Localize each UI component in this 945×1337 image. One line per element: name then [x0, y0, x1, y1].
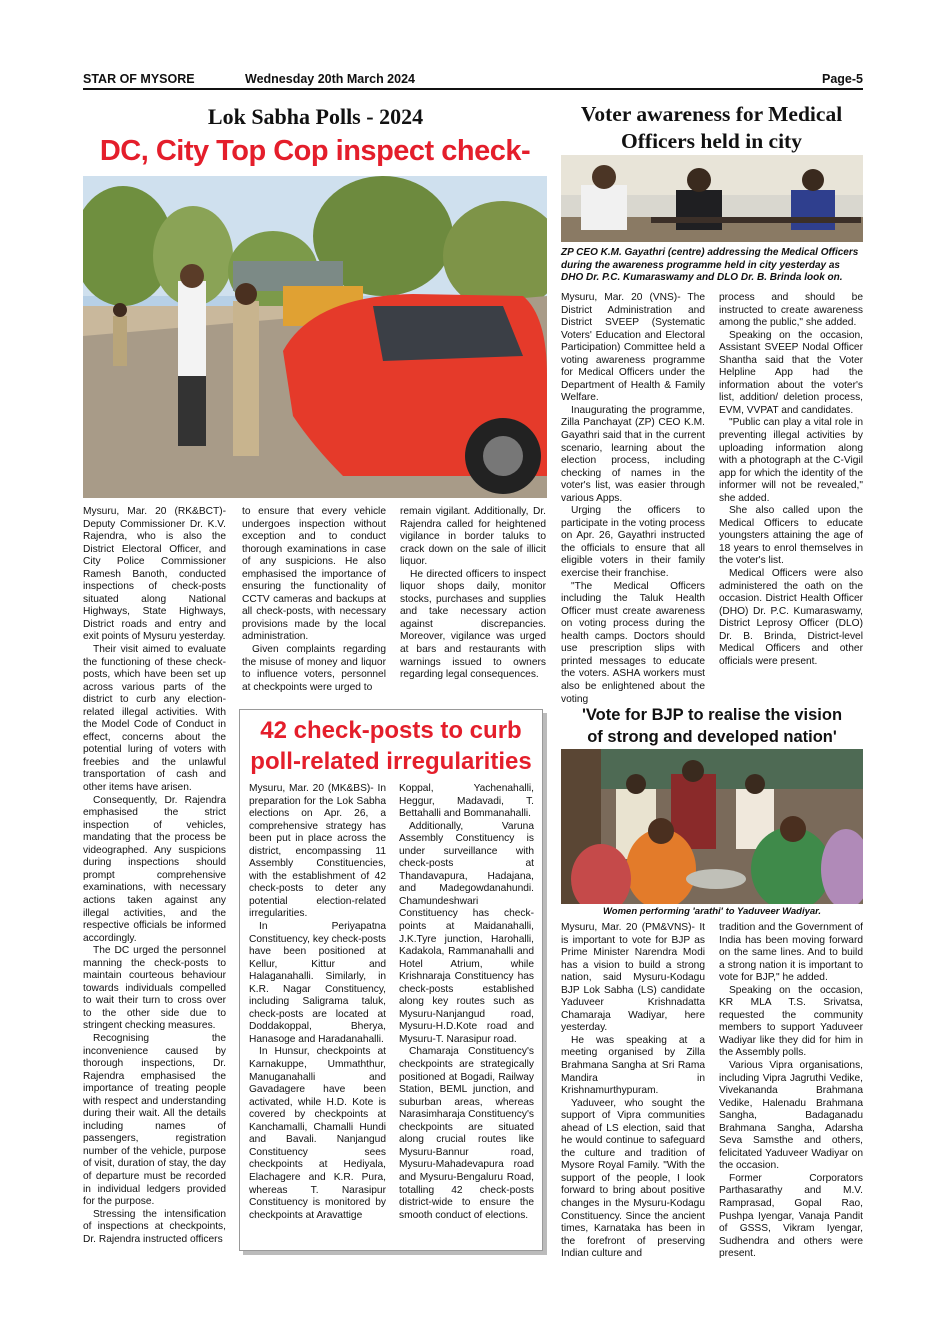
- paragraph: The DC urged the personnel manning the check-posts to maintain courteous behaviour towards individuals compelled to wait their turn to cross over to the other side due to stringent checking measures.: [83, 945, 226, 1032]
- page-number: Page-5: [822, 72, 863, 86]
- box-column-1: [249, 783, 386, 1222]
- paragraph: Mysuru, Mar. 20 (MK&BS)- In preparation for the Lok Sabha elections on Apr. 26, a comprehensive strategy has been put in place across the district, encompassing 11 Assembly Constituencies, with the establishment of 42 check-posts to deter any potential election-related irregularities.: [249, 783, 386, 920]
- paragraph: Koppal, Yachenahalli, Heggur, Madavadi, T. Bettahalli and Bommanahalli.: [399, 783, 534, 820]
- right-headline: [560, 101, 863, 155]
- left-story-column-3: [400, 506, 546, 682]
- right-headline-line-1: Voter awareness for Medical: [580, 102, 843, 126]
- paragraph: "The Medical Officers including the Taluk Health Officer must create awareness on voting process during the health camps. Doctors should use prescription slips with printed messages to educate the voters. ASHA workers must also be enlightened about the voting: [561, 580, 705, 705]
- paragraph: process and should be instructed to create awareness among the public," she added.: [719, 292, 863, 329]
- paragraph: He was speaking at a meeting organised by Zilla Brahmana Sangha at Sri Rama Mandira in Krishnamurthypuram.: [561, 1034, 705, 1097]
- paragraph: Mysuru, Mar. 20 (PM&VNS)- It is important to vote for BJP as Prime Minister Narendra Modi has a vision to build a strong nation, said Mysuru-Kodagu BJP Lok Sabha (LS) candidate Yaduveer Krishnadatta Chamaraja Wadiyar, here yesterday.: [561, 922, 705, 1034]
- issue-date: Wednesday 20th March 2024: [245, 72, 415, 86]
- paragraph: remain vigilant. Additionally, Dr. Rajendra called for heightened vigilance in border taluks to crack down on the sale of illicit liquor.: [400, 506, 546, 568]
- paragraph: Medical Officers were also administered the oath on the occasion. District Health Officer (DHO) Dr. P.C. Kumaraswamy, District Leprosy Officer (DLO) Dr. B. Brinda, District-level Medical Officers and other officials were present.: [719, 568, 863, 667]
- left-kicker: Lok Sabha Polls - 2024: [207, 104, 424, 129]
- paragraph: Mysuru, Mar. 20 (VNS)- The District Administration and District SVEEP (Systematic Voters' Education and Electoral Participation) Committee held a voting awareness programme for Medical Officers under the Department of Health & Family Welfare.: [561, 292, 705, 404]
- page-header: [83, 72, 863, 88]
- paragraph: Speaking on the occasion, KR MLA T.S. Srivatsa, requested the community members to support Yaduveer Wadiyar like they did for him in the Assembly polls.: [719, 984, 863, 1059]
- paragraph: Mysuru, Mar. 20 (RK&BCT)- Deputy Commissioner Dr. K.V. Rajendra, who is also the District Electoral Officer, and City Police Commissioner Ramesh Banoth, conducted inspections of check-posts situated along National Highways, State Highways, District roads and entry and exit points of Mysuru yesterday.: [83, 506, 226, 643]
- right-story-column-1: [561, 292, 705, 706]
- bjp-headline-line-1: 'Vote for BJP to realise the vision: [581, 706, 843, 724]
- right-headline-line-2: Officers held in city: [621, 129, 802, 153]
- checkpost-inspection-photo: [83, 176, 547, 498]
- paragraph: Stressing the intensification of inspections at checkpoints, Dr. Rajendra instructed officers: [83, 1208, 226, 1245]
- left-story-column-1: [83, 506, 226, 1246]
- paragraph: In Hunsur, checkpoints at Karnakuppe, Ummaththur, Manuganahalli and Gavadagere have been activated, while H.D. Kote is covered by checkpoints at Kanchamalli, Chamalli Hundi and Bavali. Nanjangud Constituency sees checkpoints at Hediyala, Elachagere and K.R. Pura, whereas T. Narasipur Constituency is monitored by checkpoints at Aravattige: [249, 1046, 386, 1221]
- paragraph: Yaduveer, who sought the support of Vipra communities ahead of LS election, said that he would continue to safeguard the culture and tradition of Mysore Royal Family. "With the support of the people, I look forward to bring about positive changes in the Mysuru-Kodagu Constituency. Since the ancient times, Karnataka has been in the forefront of preserving Indian culture and: [561, 1097, 705, 1260]
- paragraph: In Periyapatna Constituency, key check-posts have been positioned at Kellur, Kittur and Halaganahalli. Similarly, in K.R. Nagar Constituency, including Saligrama taluk, check-posts are located at Doddakoppal, Bherya, Hanasoge and Haradanahalli.: [249, 921, 386, 1045]
- paragraph: to ensure that every vehicle undergoes inspection without exception and to conduct thorough examinations in case of any suspicions. He also emphasised the importance of ensuring the functionality of CCTV cameras and backups at all check-posts, with necessary provisions made by the local administration.: [242, 506, 386, 643]
- paragraph: Given complaints regarding the misuse of money and liquor to influence voters, personnel at checkpoints were urged to: [242, 644, 386, 693]
- paragraph: Various Vipra organisations, including Vipra Jagruthi Vedike, Vivekananda Brahmana Vedike, Halenadu Brahmana Sangha, Badaganadu Brahmana Sangha, Adarsha Seva Samsthe and others, felicitated Yaduveer Wadiyar on the occasion.: [719, 1060, 863, 1172]
- publication-name: STAR OF MYSORE: [83, 72, 195, 86]
- arathi-photo-caption: Women performing 'arathi' to Yaduveer Wadiyar.: [603, 906, 821, 917]
- medical-photo-caption: ZP CEO K.M. Gayathri (centre) addressing the Medical Officers during the awareness programme held in city yesterday as DHO Dr. P.C. Kumaraswamy and DLO Dr. B. Brinda look on.: [561, 247, 859, 283]
- paragraph: He directed officers to inspect liquor shops daily, monitor stocks, purchases and supplies and take necessary action against discrepancies. Moreover, vigilance was urged at bars and restaurants with warnings issued to owners regarding legal consequences.: [400, 568, 546, 681]
- bjp-headline-line-2: of strong and developed nation': [587, 728, 837, 746]
- paragraph: "Public can play a vital role in preventing illegal activities by uploading information along with a photograph at the C-Vigil app for which the identity of the informer will not be revealed," she added.: [719, 417, 863, 504]
- header-rule: [83, 88, 863, 90]
- paragraph: Consequently, Dr. Rajendra emphasised the strict inspection of vehicles, mandating that the process be videographed. Any suspicions during inspections should prompt comprehensive examinations, with necessary actions taken against any illegal activities, and the respective officials be informed accordingly.: [83, 794, 226, 944]
- paragraph: She also called upon the Medical Officers to educate youngsters attaining the age of 18 years to enrol themselves in the voter's list.: [719, 505, 863, 567]
- paragraph: Recognising the inconvenience caused by thorough inspections, Dr. Rajendra emphasised the importance of treating people with respect and understanding during their wait. All the details including names of passengers, registration number of the vehicle, purpose of visit, duration of stay, the day of departure must be recorded in individual ledgers provided for the purpose.: [83, 1032, 226, 1208]
- paragraph: Speaking on the occasion, Assistant SVEEP Nodal Officer Shantha said that the Voter Helpline App had the information about the voter's list, addition/ deletion process, EVM, VVPAT and candidates.: [719, 329, 863, 416]
- bjp-story-column-1: [561, 922, 705, 1261]
- box-column-2: [399, 783, 534, 1222]
- box-title-line-2: poll-related irregularities: [250, 748, 532, 775]
- paragraph: Their visit aimed to evaluate the functioning of these check-posts, which have been set up across various parts of the district to curb any election-related illegal activities. With the Model Code of Conduct in effect, concerns about the potential luring of voters with freebies and the unlawful transportation of cash and other items have arisen.: [83, 644, 226, 794]
- left-headline: DC, City Top Cop inspect check-: [99, 135, 531, 167]
- arathi-photo: [561, 749, 863, 904]
- left-story-column-2: [242, 506, 386, 694]
- paragraph: Urging the officers to participate in the voting process on Apr. 26, Gayathri instructed the officials to ensure that all eligible voters in their family exercise their franchise.: [561, 505, 705, 580]
- medical-officers-photo: [561, 155, 863, 242]
- bjp-story-column-2: [719, 922, 863, 1261]
- box-title-line-1: 42 check-posts to curb: [260, 717, 522, 744]
- right-story-column-2: [719, 292, 863, 668]
- paragraph: Former Corporators Parthasarathy and M.V. Ramprasad, Gopal Rao, Pushpa Iyengar, Vanaja Pandit of GSSS, Vikram Iyengar, Sudhendra and others were present.: [719, 1172, 863, 1260]
- paragraph: Inaugurating the programme, Zilla Panchayat (ZP) CEO K.M. Gayathri said that in the current scenario, learning about the election process, including checking of names in the voter's list, was easier through various Apps.: [561, 404, 705, 504]
- paragraph: tradition and the Government of India has been moving forward on the same lines. And to build a strong nation it is important to vote for BJP," he added.: [719, 922, 863, 984]
- paragraph: Additionally, Varuna Assembly Constituency is under surveillance with check-posts at Thandavapura, Hadajana, and Madegowdanahundi. Chamundeshwari Constituency has check-points at Maidanahalli, J.K.Tyre junction, Harohalli, Kadakola, Rammanahalli and Hotel Atrium, while Krishnaraja Constituency has check-posts established along key routes such as Mysuru-Nanjangud road, Mysuru-H.D.Kote road and Mysuru-T. Narasipur road.: [399, 820, 534, 1045]
- paragraph: Chamaraja Constituency's checkpoints are strategically positioned at Bogadi, Railway Station, BEML junction, and suburban areas, whereas Narasimharaja Constituency's checkpoints are situated along crucial routes like Mysuru-Bannur road, Mysuru-Mahadevapura road and Mysuru-Bengaluru Road, totalling 42 check-posts district-wide to ensure the smooth conduct of elections.: [399, 1046, 535, 1221]
- bjp-headline: [559, 704, 865, 748]
